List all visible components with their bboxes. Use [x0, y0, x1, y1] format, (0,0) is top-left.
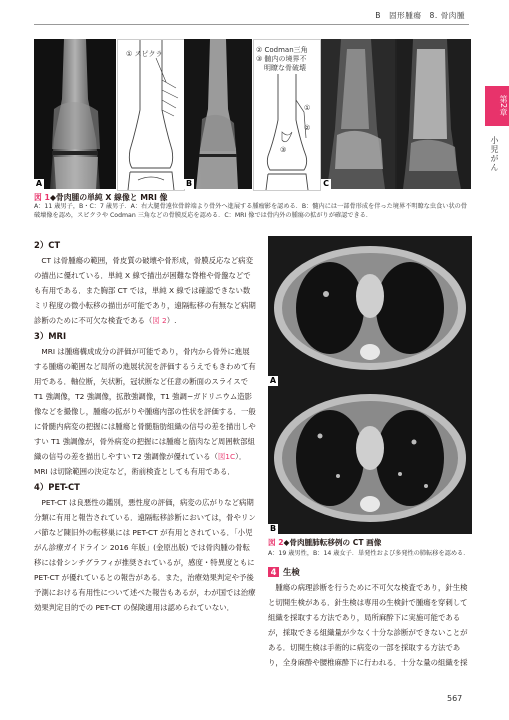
figure1-panel-a-xray	[34, 39, 116, 189]
panel-label-b: B	[185, 179, 193, 188]
annotation-medullary-2: 明瞭な骨破壊	[264, 64, 306, 72]
paragraph-ct: CT は骨腫瘍の範囲，骨皮質の破壊や骨形成，骨膜反応など病変の描出に優れている．単純 X 線で描出が困難な脊椎や骨盤などでも有用である．また胸部 CT では，単純 X 線では確認できない数ミリ程度の微小転移の描出が可能であり，遠隔転移の有無など病期診断のために不可欠な検査である（図 2）.	[34, 256, 256, 326]
paragraph-pet-ct: PET-CT は良悪性の鑑別，悪性度の評価，病変の広がりなど病期分類に有用と報告されている．遠隔転移診断においては，骨やリンパ節など陳旧外の転移巣には PET-CT が有用とされている．「小児がん診療ガイドライン 2016 年版」(金原出版) では骨肉腫の骨転移には骨シンチグラフィが推奨されているが，感度・特異度ともに PET-CT が優れているとの報告がある．また，治療効果判定や予後予測における有用性について述べた報告もあるが，わが国では治療効果判定目的での PET-CT の保険適用は認められていない．	[34, 497, 256, 613]
chapter-tab: 第2章	[485, 86, 509, 126]
running-head: B 固形腫瘍 8. 骨肉腫	[375, 11, 465, 20]
heading-pet-ct: 4）PET-CT	[34, 481, 80, 492]
ct-scan-a	[274, 246, 466, 370]
figure1-number: 図 1	[34, 193, 50, 202]
section-title: 生検	[283, 567, 300, 577]
figure1-panel-a-sketch	[117, 39, 185, 191]
xray-image-a	[34, 39, 116, 189]
marker-3: ③	[280, 146, 287, 154]
figure2-title: ◆骨肉腫肺転移例の CT 画像	[283, 538, 382, 547]
figure1-panel-b-sketch	[253, 39, 321, 191]
annotation-spicula: ① スピクラ	[126, 50, 163, 58]
figure2-number: 図 2	[268, 538, 284, 547]
figure2-label-b: B	[269, 524, 277, 533]
page-number: 567	[447, 694, 463, 703]
paragraph-mri: MRI は腫瘍構成成分の評価が可能であり，骨内から骨外に進展する腫瘍の範囲など局所の進展状況を評価するうえでもきわめて有用である．軸位断，矢状断，冠状断など任意の断面のスライスで T1 強調像，T2 強調像，拡散強調像，T1 強調−ガドリニウム造影像などを撮像し，腫瘍の拡がりや腫瘍内部の性状を評価する．一般に骨髄内病変の把握には腫瘍と骨髄脂肪組織の信号の差を描出しやすい T1 強調像が，骨外病変の把握には腫瘍と筋肉など周囲軟部組織の信号の差を描出しやすい T2 強調像が優れている（図1C）．MRI は切除範囲の決定など，術前検査としても有用である．	[34, 346, 256, 477]
left-column	[34, 238, 256, 615]
xray-image-b	[184, 39, 252, 189]
figure2-caption-body: A：19 歳男性，B：14 歳女子．単発性および多発性の肺転移を認める．	[268, 550, 470, 557]
heading-ct: 2）CT	[34, 240, 61, 250]
figure2-caption-title	[268, 537, 381, 548]
figure2-label-a: A	[269, 376, 277, 385]
panel-label-c: C	[321, 179, 331, 189]
figure1-title: ◆骨肉腫の単純 X 線像と MRI 像	[49, 193, 168, 202]
bone-sketch-b	[254, 40, 320, 190]
right-column	[268, 580, 474, 671]
section-number-badge: 4	[268, 567, 279, 577]
annotation-medullary-1: ③ 髄内の境界不	[256, 55, 307, 63]
panel-label-a: A	[35, 179, 43, 188]
annotation-codman: ② Codman三角	[256, 46, 308, 54]
paragraph-biopsy: 腫瘍の病理診断を行うために不可欠な検査であり，針生検と切開生検がある．針生検は専用の生検針で腫瘍を穿刺して組織を採取する方法であり，局所麻酔下に実施可能であるが，採取できる組織量が少なく十分な診断ができないことがある．切開生検は手術的に病変の一部を採取する方法であり，全身麻酔や腰椎麻酔下に行われる．十分な量の組織を採	[268, 583, 468, 668]
marker-2: ②	[304, 124, 311, 132]
ct-scans	[268, 236, 472, 534]
ref-figure1c[interactable]: 図1C	[217, 452, 236, 462]
bone-sketch-a	[118, 40, 184, 190]
ct-scan-b	[274, 394, 466, 522]
heading-mri: 3）MRI	[34, 330, 67, 341]
mri-image-c	[321, 39, 471, 189]
figure1-panel-b-xray	[184, 39, 252, 189]
figure1-panel-c-mri	[321, 39, 471, 189]
figure1-caption-body: A：11 歳男子，B・C：7 歳男子．A：右大腿骨遠位骨幹端より骨外へ進展する腫瘤影を認める．B：髄内には一部骨形成を伴った境界不明瞭な虫食い状の骨破壊像を認め，スピクラや Codman 三角などの骨膜反応を認める．C：MRI 像では骨内外の腫瘍の拡がりが確認できる．	[34, 203, 468, 220]
header-rule	[34, 24, 469, 25]
chapter-subtitle: 小児がん	[490, 136, 499, 172]
ref-figure2[interactable]: 図 2	[152, 316, 167, 326]
marker-1: ①	[304, 104, 311, 112]
figure2-ct-images	[268, 236, 472, 534]
heading-biopsy	[268, 566, 300, 578]
